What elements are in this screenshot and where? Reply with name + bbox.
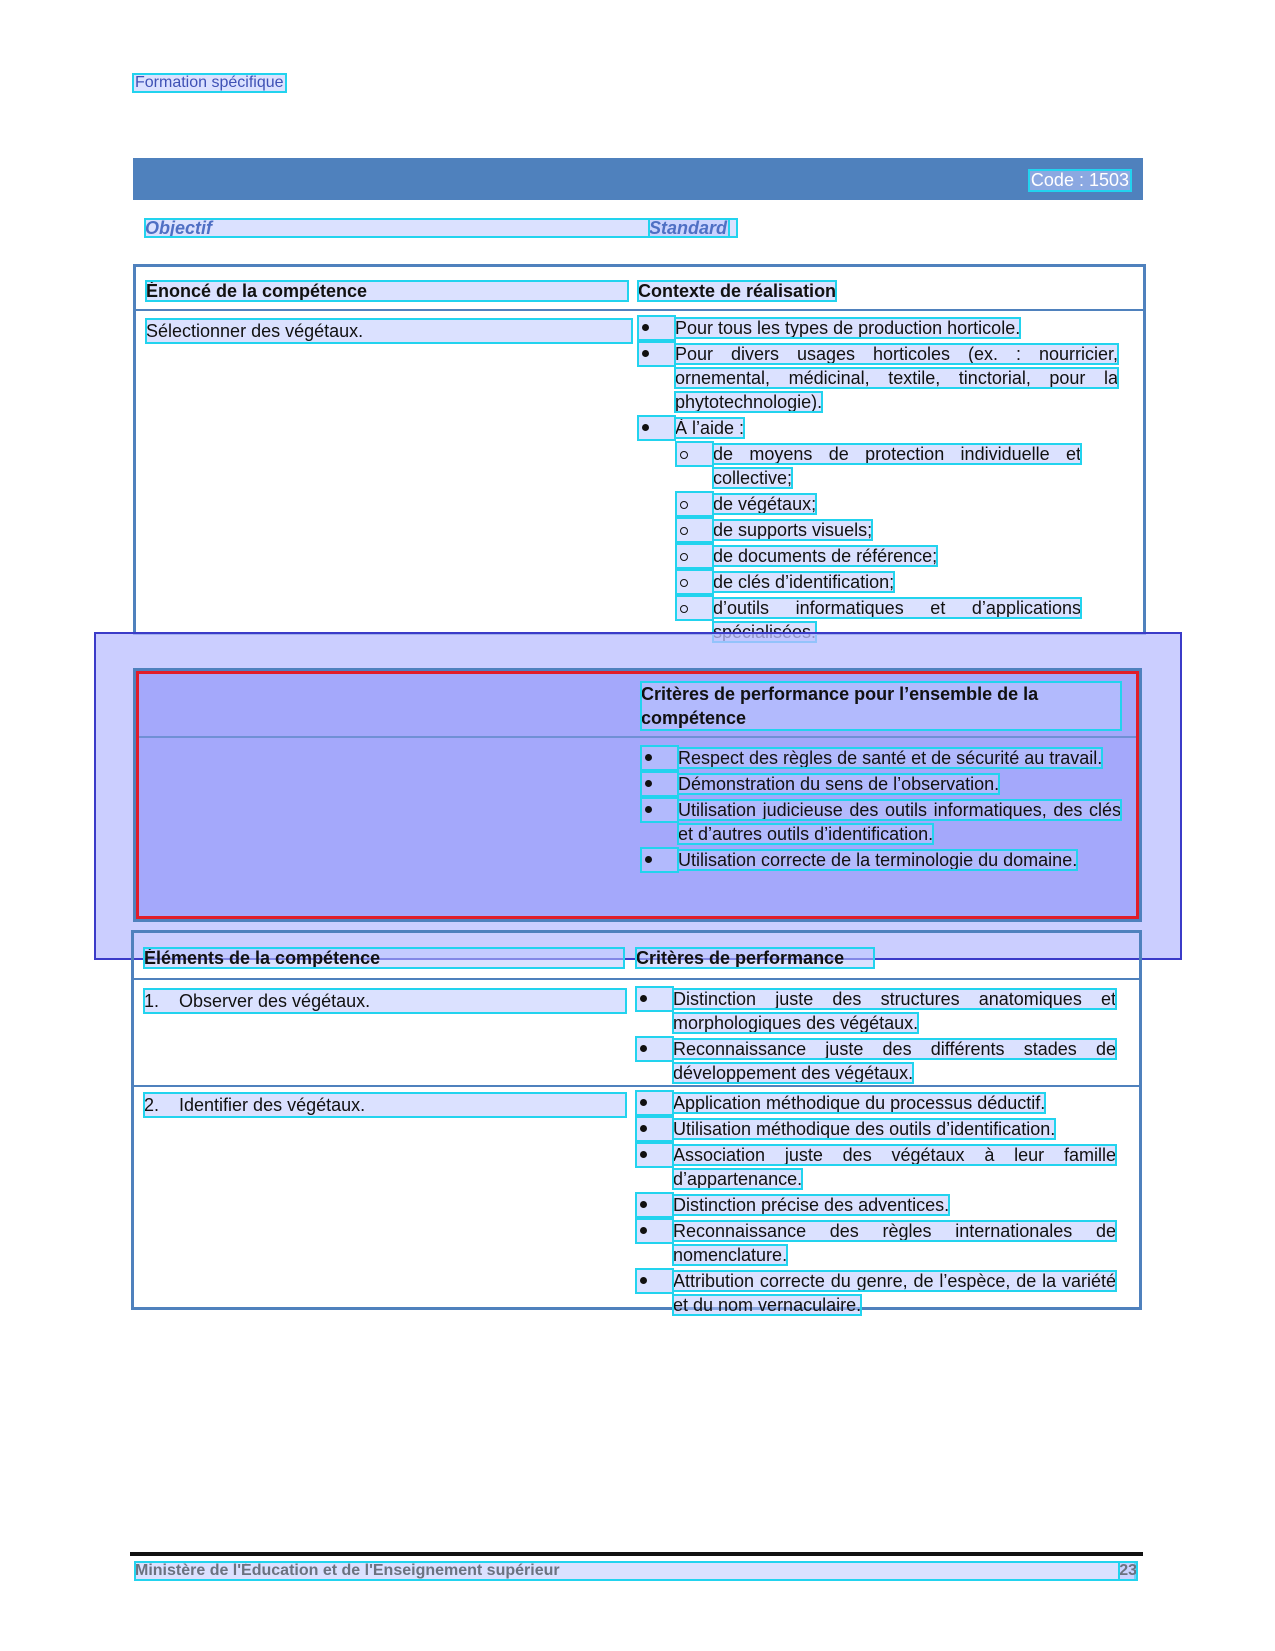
performance-selected-region[interactable] [136, 671, 1139, 919]
footer-rule [130, 1552, 1143, 1556]
elements-table [131, 930, 1142, 1315]
header-divider [136, 309, 1143, 311]
list-item: de clés d’identification; [676, 570, 1081, 594]
standard-label: Standard [649, 218, 728, 238]
list-item: Démonstration du sens de l’observation. [641, 772, 1121, 796]
circle-bullet-icon [676, 518, 713, 542]
list-item: Distinction juste des structures anatomiques et morphologiques des végétaux. [636, 987, 1116, 1035]
context-header: Contexte de réalisation [638, 281, 837, 301]
bullet-icon [638, 342, 675, 366]
bullet-icon [641, 848, 678, 872]
page-number: 23 [1119, 1562, 1137, 1579]
competence-statement: Sélectionner des végétaux. [146, 319, 632, 343]
list-item: Reconnaissance juste des différents stades de développement des végétaux. [636, 1037, 1116, 1085]
element-1-criteria [636, 987, 1116, 1087]
header-divider [139, 736, 1136, 738]
bullet-icon [636, 1219, 673, 1243]
list-item: Utilisation méthodique des outils d’identification. [636, 1117, 1116, 1141]
list-item: Utilisation correcte de la terminologie du domaine. [641, 848, 1121, 872]
competence-table [133, 264, 1146, 635]
list-item: d’outils informatiques et d’applications [676, 596, 1081, 644]
competence-statement-header: Énoncé de la compétence [146, 281, 628, 301]
list-item: de moyens de protection individuelle et collective; [676, 442, 1081, 490]
performance-list [641, 746, 1121, 874]
bullet-icon [636, 987, 673, 1011]
bullet-icon [636, 1193, 673, 1217]
list-item: Respect des règles de santé et de sécurité au travail. [641, 746, 1121, 770]
performance-header: Critères de performance pour l’ensemble de la compétence [641, 682, 1121, 730]
list-item: Reconnaissance des règles internationales de nomenclature. [636, 1219, 1116, 1267]
list-item: Association juste des végétaux à leur famille d’appartenance. [636, 1143, 1116, 1191]
bullet-icon [636, 1037, 673, 1061]
bullet-icon [641, 798, 678, 822]
bullet-icon [638, 316, 675, 340]
list-item: Pour divers usages horticoles (ex. : nourricier, ornemental, médicinal, textile, tinctorial, pour la phytotechnologie). [638, 342, 1118, 414]
code-label: Code : 1503 [1030, 170, 1129, 190]
code-bar [133, 158, 1143, 200]
list-item: de documents de référence; [676, 544, 1081, 568]
elements-header: Éléments de la compétence [144, 948, 624, 968]
list-item: Application méthodique du processus déductif. [636, 1091, 1116, 1115]
context-list [638, 316, 1118, 442]
list-item: de végétaux; [676, 492, 1081, 516]
list-item: Distinction précise des adventices. [636, 1193, 1116, 1217]
circle-bullet-icon [676, 544, 713, 568]
running-head: Formation spécifique [135, 74, 284, 91]
bullet-icon [641, 772, 678, 796]
list-item: Attribution correcte du genre, de l’espèce, de la variété et du nom vernaculaire. [636, 1269, 1116, 1317]
bullet-icon [636, 1091, 673, 1115]
element-1: 1. Observer des végétaux. [144, 989, 626, 1013]
bullet-icon [636, 1269, 673, 1293]
header-divider [134, 978, 1139, 980]
bullet-icon [636, 1143, 673, 1167]
element-2: 2. Identifier des végétaux. [144, 1093, 626, 1117]
bullet-icon [638, 416, 675, 440]
circle-bullet-icon [676, 492, 713, 516]
list-item: À l’aide : [638, 416, 1118, 440]
bullet-icon [641, 746, 678, 770]
list-item: de supports visuels; [676, 518, 1081, 542]
footer-ministry: Ministère de l'Éducation et de l'Enseignement supérieur [135, 1562, 1135, 1580]
criteria-header: Critères de performance [636, 948, 874, 968]
element-2-criteria [636, 1091, 1116, 1319]
list-item: Utilisation judicieuse des outils informatiques, des clés et d’autres outils d’identification. [641, 798, 1121, 846]
circle-bullet-icon [676, 442, 713, 466]
aide-sublist [676, 442, 1081, 646]
list-item: Pour tous les types de production horticole. [638, 316, 1118, 340]
objectif-label: Objectif [145, 219, 737, 237]
circle-bullet-icon [676, 596, 713, 620]
bullet-icon [636, 1117, 673, 1141]
circle-bullet-icon [676, 570, 713, 594]
row-divider [134, 1085, 1139, 1087]
